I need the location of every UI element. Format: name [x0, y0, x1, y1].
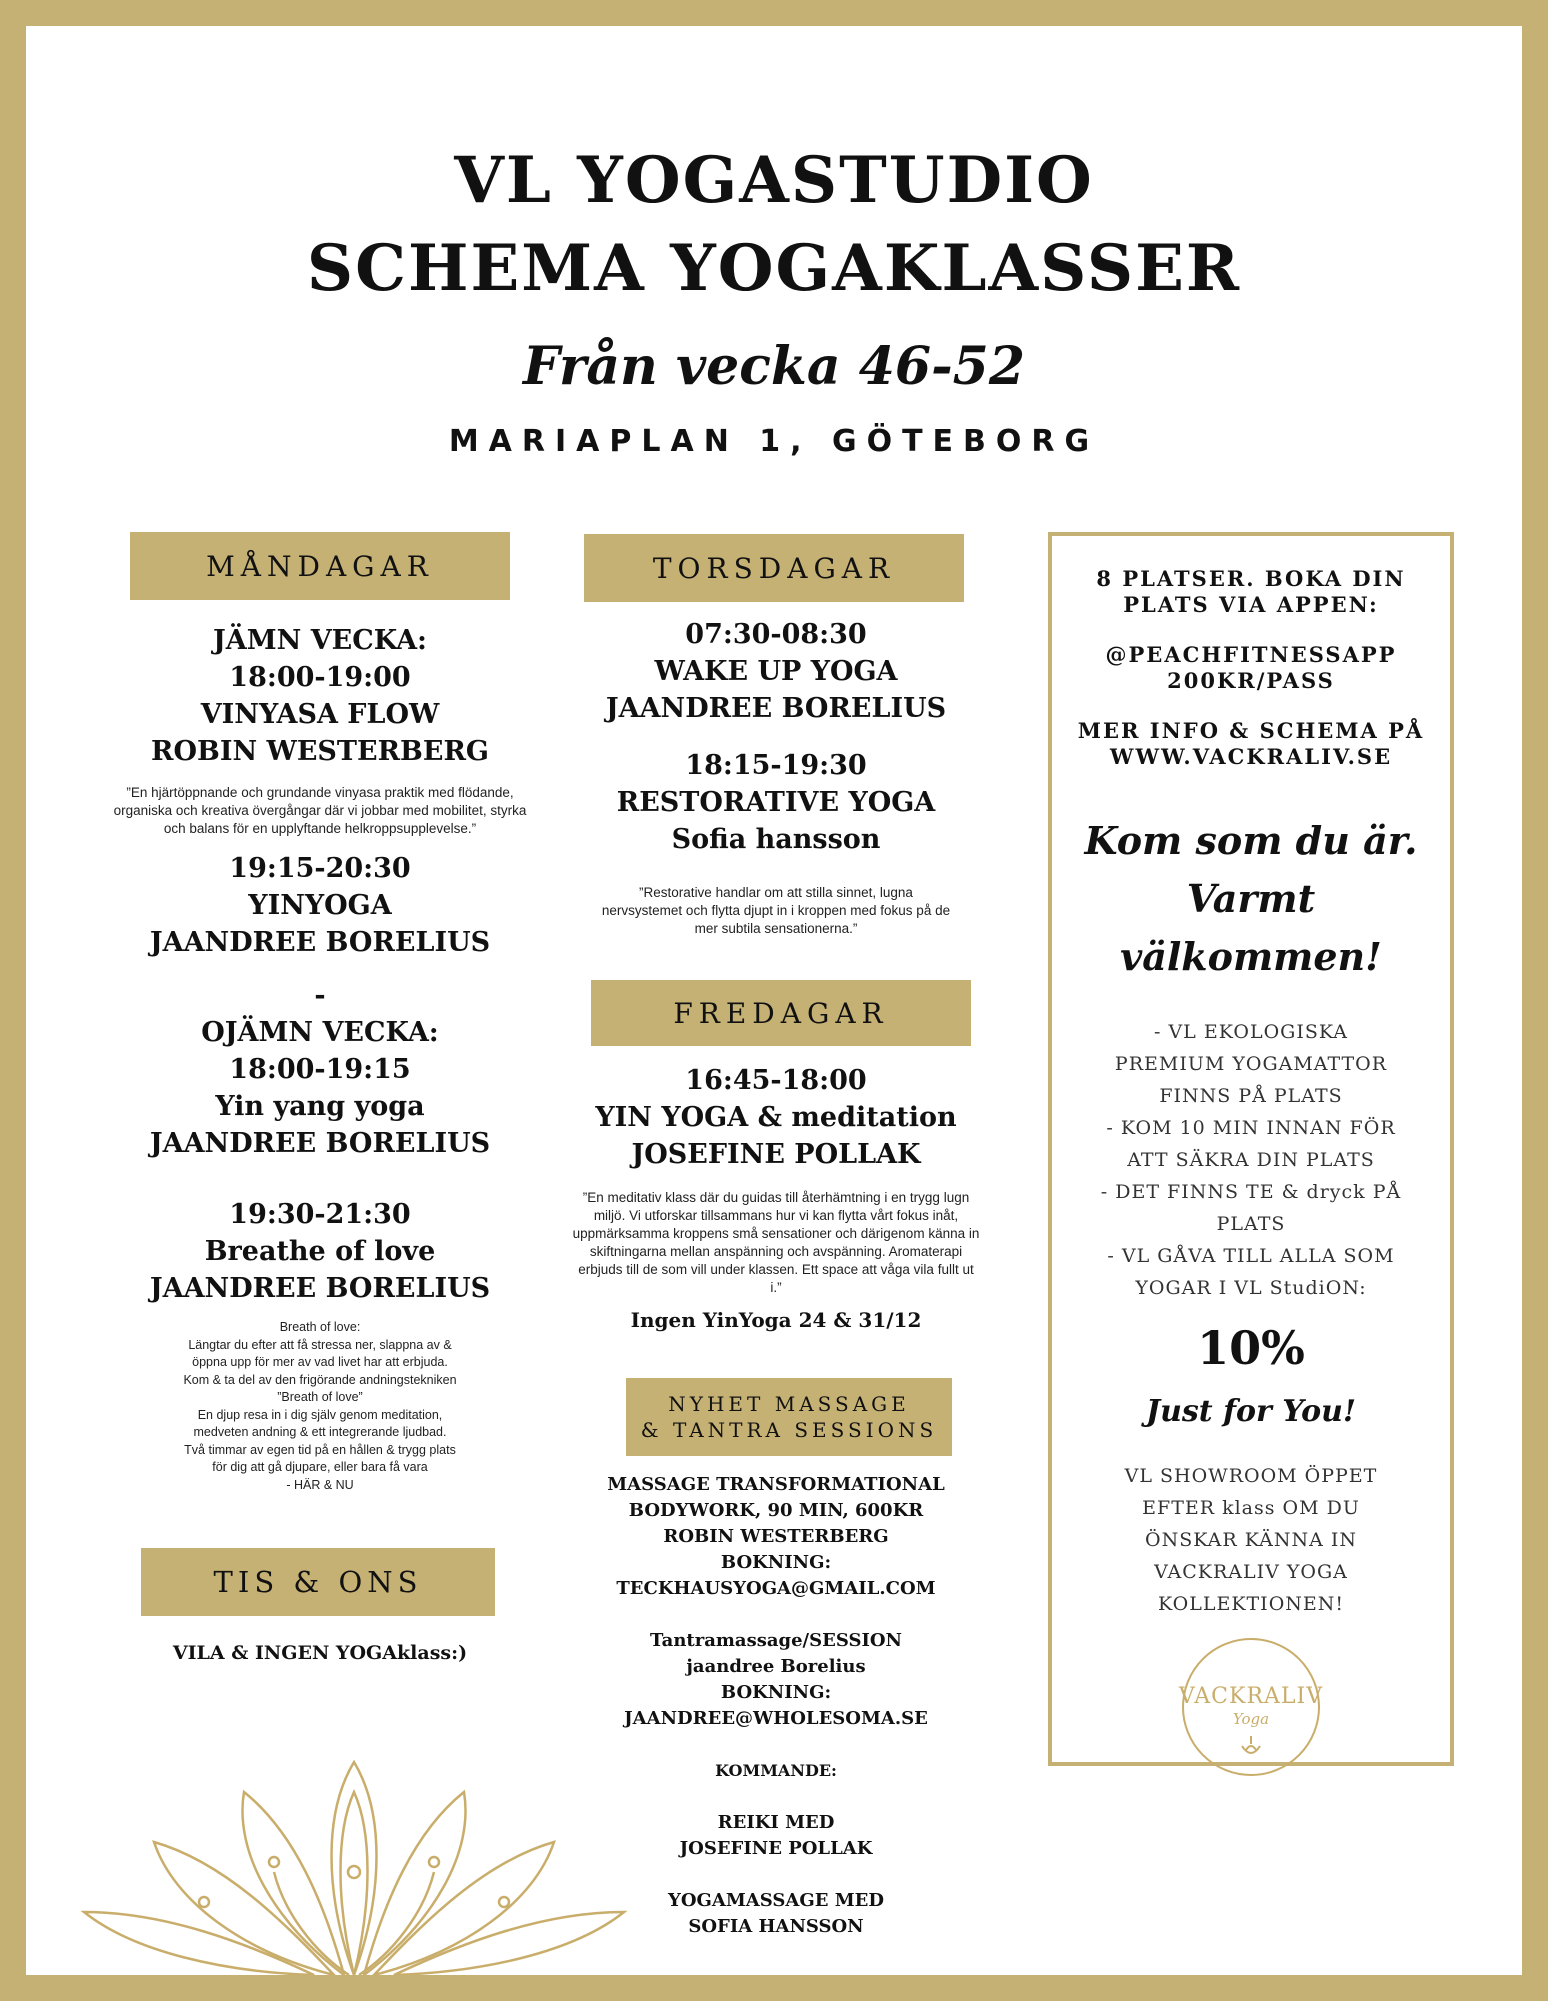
- just-for-you: Just for You!: [1145, 1394, 1357, 1429]
- class-teacher: JAANDREE BORELIUS: [605, 693, 947, 724]
- massage-text: ROBIN WESTERBERG: [663, 1526, 889, 1547]
- upcoming-label: KOMMANDE:: [715, 1761, 837, 1780]
- upcoming-item: REIKI MED: [717, 1812, 835, 1833]
- class-time: 19:15-20:30: [229, 853, 411, 884]
- class-description: ”En hjärtöppnande och grundande vinyasa praktik med flödande, organiska och kreativa övergångar där vi jobbar med mobilitet, styrka och balans för en upplyftande helkroppsupplevelse.”: [113, 785, 527, 836]
- even-week-label: JÄMN VECKA:: [213, 625, 427, 656]
- class-time: 18:00-19:00: [229, 662, 411, 693]
- class-name: YINYOGA: [248, 890, 392, 921]
- friday-note: Ingen YinYoga 24 & 31/12: [630, 1308, 922, 1332]
- massage-text: MASSAGE TRANSFORMATIONAL: [607, 1474, 945, 1495]
- massage-text: jaandree Borelius: [686, 1656, 866, 1677]
- class-teacher: ROBIN WESTERBERG: [151, 736, 489, 767]
- title-line-2: SCHEMA YOGAKLASSER: [306, 231, 1242, 306]
- thursday-heading: TORSDAGAR: [584, 534, 964, 602]
- upcoming-item: YOGAMASSAGE MED: [668, 1890, 884, 1911]
- tis-ons-heading: TIS & ONS: [141, 1548, 495, 1616]
- massage-text: BOKNING:: [720, 1682, 832, 1703]
- class-teacher: JAANDREE BORELIUS: [149, 1128, 491, 1159]
- mandala-decoration-icon: [74, 1752, 634, 1975]
- class-teacher: JAANDREE BORELIUS: [149, 927, 491, 958]
- class-time: 19:30-21:30: [229, 1199, 411, 1230]
- class-time: 18:15-19:30: [685, 750, 867, 781]
- massage-text: BOKNING:: [720, 1552, 832, 1573]
- class-name: YIN YOGA & meditation: [595, 1102, 957, 1133]
- class-name: Breathe of love: [204, 1236, 436, 1267]
- friday-schedule: [571, 1062, 981, 1333]
- upcoming-item: SOFIA HANSSON: [688, 1916, 864, 1937]
- app-handle: @PEACHFITNESSAPP: [1105, 642, 1397, 667]
- vackraliv-logo: [1176, 1632, 1326, 1782]
- class-teacher: JOSEFINE POLLAK: [631, 1139, 921, 1170]
- booking-email: JAANDREE@WHOLESOMA.SE: [624, 1708, 928, 1729]
- friday-heading: FREDAGAR: [591, 980, 971, 1046]
- logo-subtext: Yoga: [1232, 1710, 1270, 1728]
- class-time: 07:30-08:30: [685, 619, 867, 650]
- price: 200KR/PASS: [1167, 668, 1335, 693]
- class-teacher: JAANDREE BORELIUS: [149, 1273, 491, 1304]
- welcome-text: Varmt välkommen!: [1120, 876, 1382, 979]
- discount: 10%: [1197, 1321, 1305, 1375]
- upcoming-item: JOSEFINE POLLAK: [679, 1838, 873, 1859]
- class-name: VINYASA FLOW: [200, 699, 440, 730]
- class-time: 18:00-19:15: [229, 1054, 411, 1085]
- class-teacher: Sofia hansson: [671, 824, 881, 855]
- class-name: RESTORATIVE YOGA: [616, 787, 936, 818]
- massage-heading: NYHET MASSAGE & TANTRA SESSIONS: [626, 1378, 952, 1456]
- thursday-schedule: [571, 616, 981, 938]
- monday-schedule: [96, 622, 544, 1494]
- class-name: Yin yang yoga: [215, 1091, 425, 1122]
- booking-text: PLATS VIA APPEN:: [1123, 592, 1379, 617]
- welcome-text: Kom som du är.: [1084, 818, 1418, 863]
- separator: -: [314, 980, 326, 1011]
- class-name: WAKE UP YOGA: [654, 656, 898, 687]
- logo-text: VACKRALIV: [1178, 1684, 1324, 1709]
- class-time: 16:45-18:00: [685, 1065, 867, 1096]
- title-line-1: VL YOGASTUDIO: [454, 143, 1094, 218]
- odd-week-label: OJÄMN VECKA:: [201, 1017, 439, 1048]
- monday-heading: MÅNDAGAR: [130, 532, 510, 600]
- tis-ons-text: VILA & INGEN YOGAklass:): [172, 1642, 468, 1664]
- info-list: - VL EKOLOGISKA PREMIUM YOGAMATTOR FINNS PÅ PLATS - KOM 10 MIN INNAN FÖR ATT SÄKRA DIN PLATS - DET FINNS TE & dryck PÅ PLATS - VL GÅVA TILL ALLA SOM YOGAR I VL StudiON:: [1100, 1021, 1402, 1299]
- website: WWW.VACKRALIV.SE: [1109, 744, 1393, 769]
- breath-of-love-description: Breath of love: Längtar du efter att få stressa ner, slappna av & öppna upp för mer av vad livet har att erbjuda. Kom & ta del av den frigörande andningstekniken ”Breath of love” En djup resa in i dig själv genom meditation, medveten andning & ett integrerande ljudbad. Två timmar av egen tid på en hållen & trygg plats för dig att gå djupare, eller bara få vara - HÄR & NU: [183, 1320, 457, 1492]
- poster-page: [26, 26, 1522, 1975]
- massage-text: Tantramassage/SESSION: [649, 1630, 902, 1651]
- address: MARIAPLAN 1, GÖTEBORG: [448, 424, 1100, 459]
- more-info-text: MER INFO & SCHEMA PÅ: [1077, 718, 1425, 743]
- class-description: ”Restorative handlar om att stilla sinnet, lugna nervsystemet och flytta djupt in i kroppen med fokus på de mer subtila sensationerna.”: [601, 885, 951, 936]
- subtitle: Från vecka 46-52: [522, 336, 1026, 397]
- info-box: [1048, 532, 1454, 1766]
- info-box-content: [1052, 566, 1450, 1620]
- class-description: ”En meditativ klass där du guidas till återhämtning i en trygg lugn miljö. Vi utforskar tillsammans hur vi kan flytta vårt fokus inåt, uppmärksamma kroppens små sensationer och därigenom känna in skiftningarna mellan anspänning och avspänning. Aromaterapi erbjuds till de som vill under klassen. Ett space att våga vila fullt ut i.”: [572, 1190, 980, 1295]
- booking-email: TECKHAUSYOGA@GMAIL.COM: [616, 1578, 936, 1599]
- showroom-text: VL SHOWROOM ÖPPET EFTER klass OM DU ÖNSKAR KÄNNA IN VACKRALIV YOGA KOLLEKTIONEN!: [1124, 1465, 1378, 1615]
- massage-text: BODYWORK, 90 MIN, 600KR: [628, 1500, 924, 1521]
- booking-text: 8 PLATSER. BOKA DIN: [1096, 566, 1406, 591]
